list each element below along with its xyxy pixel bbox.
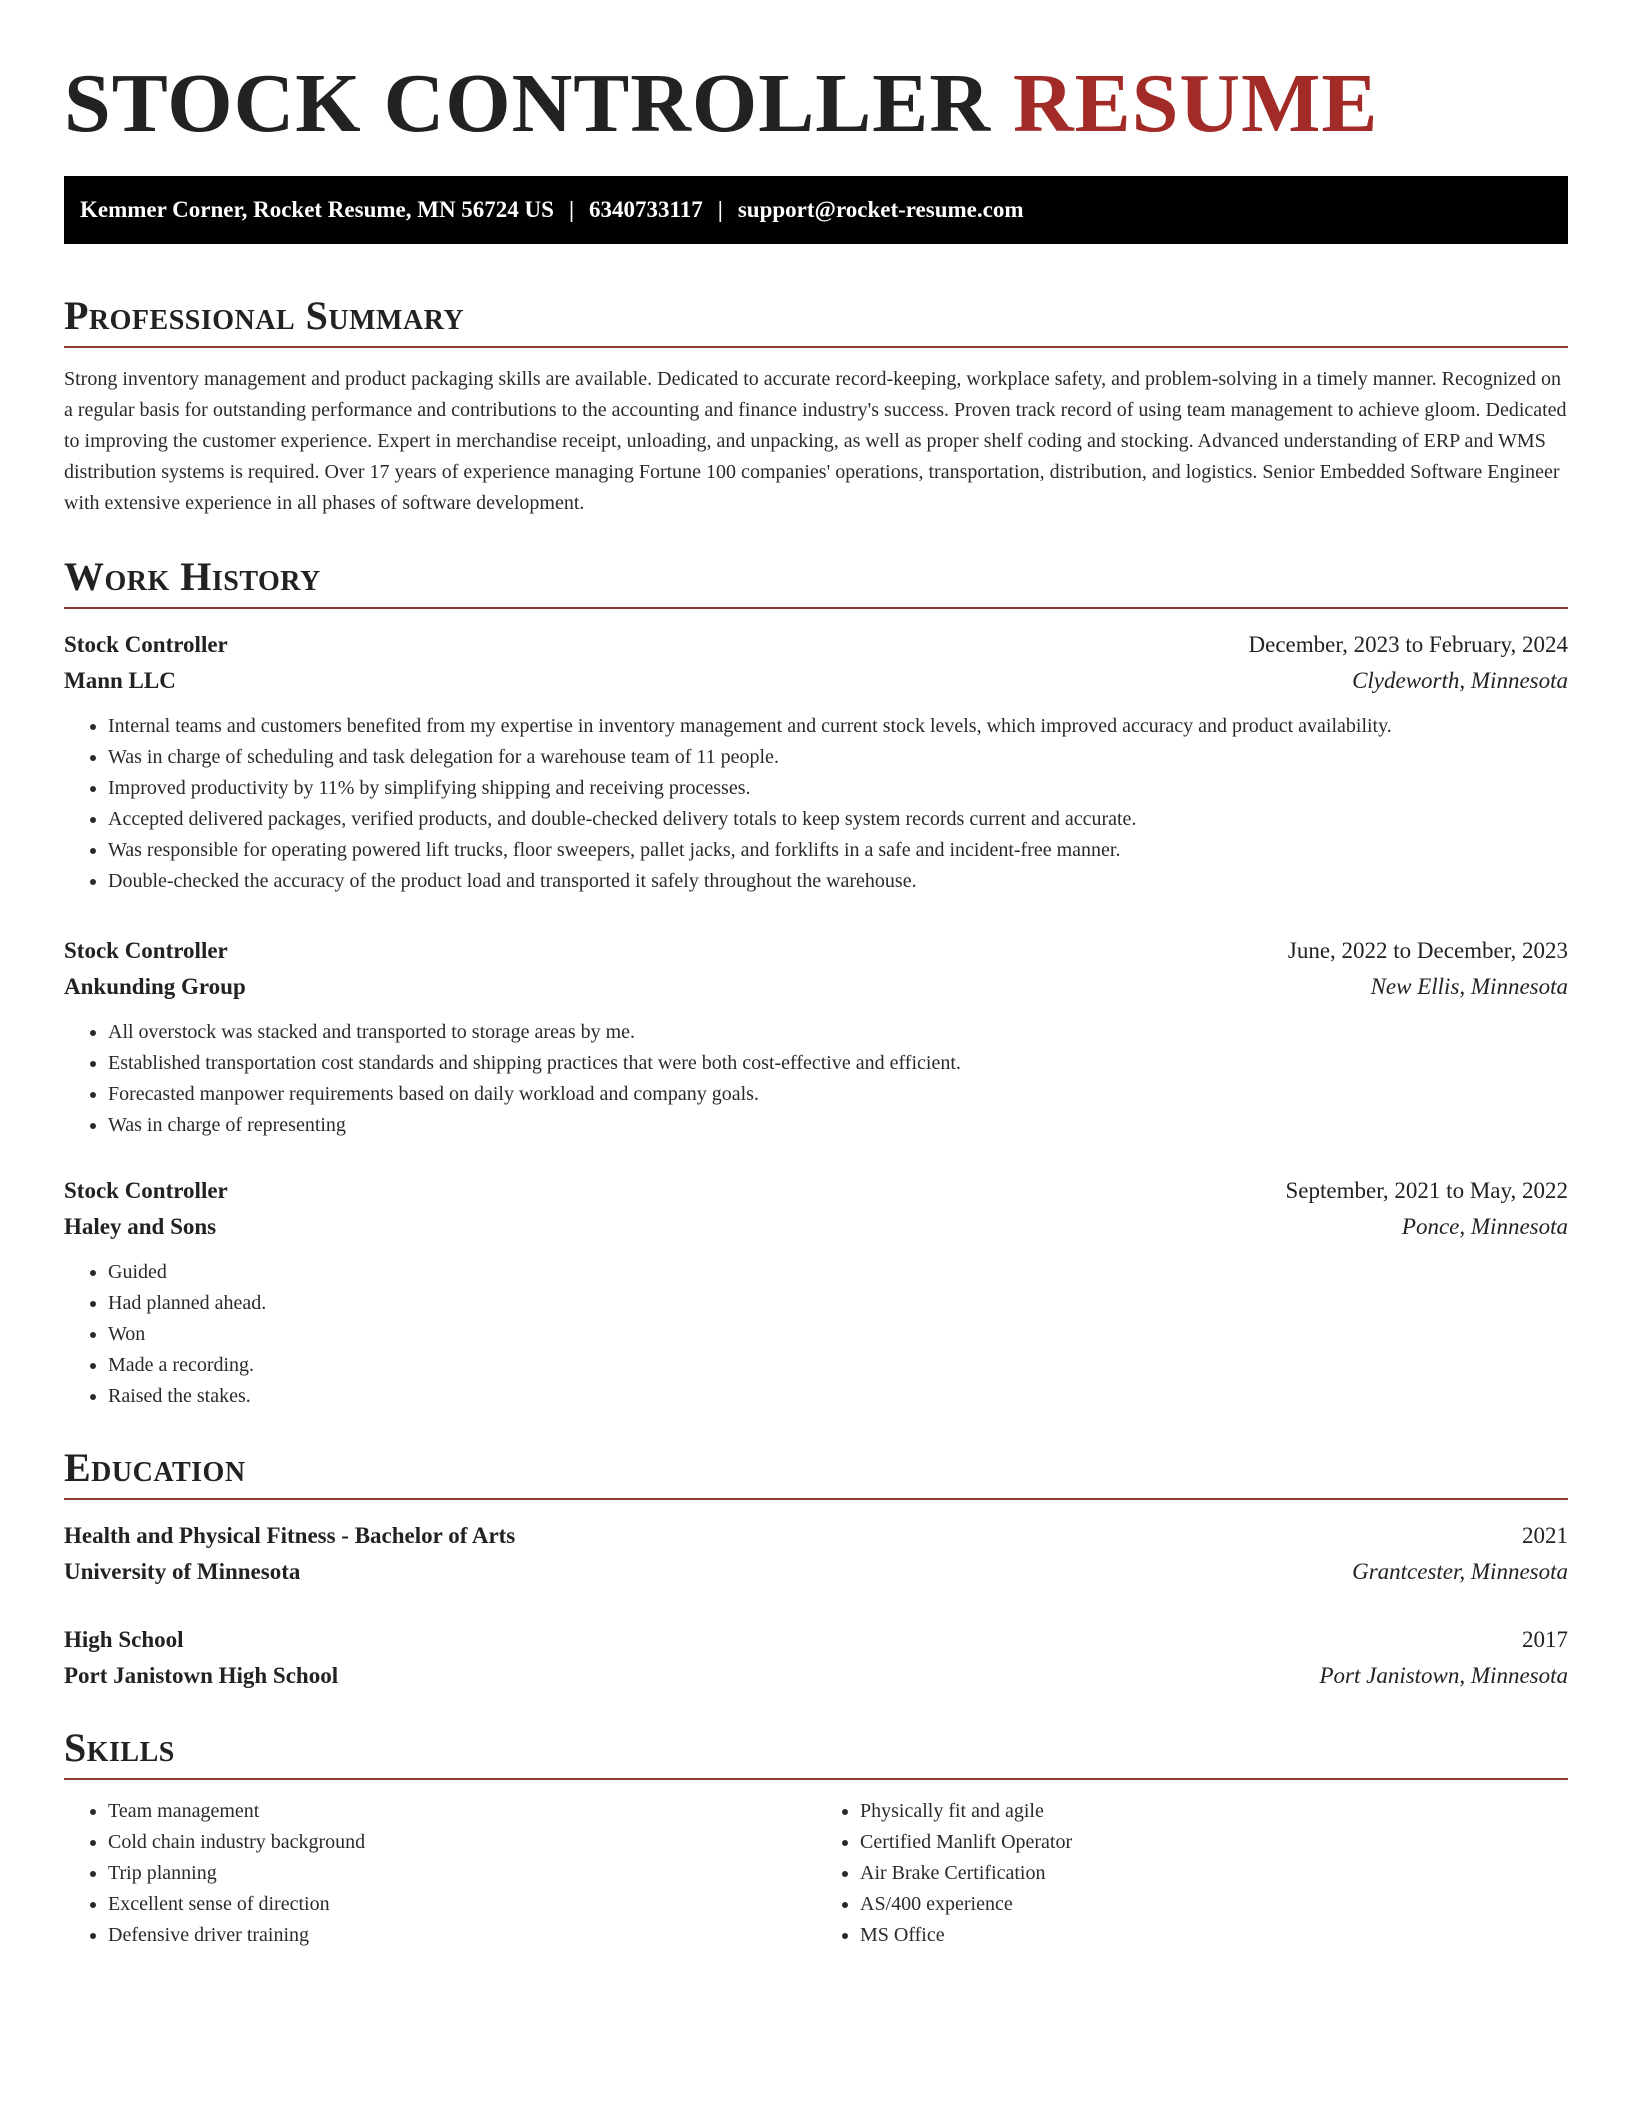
list-item: • Forecasted manpower requirements based on daily workload and company goals.	[108, 1079, 1568, 1110]
job-bullets	[64, 1017, 1568, 1141]
list-item: • Established transportation cost standards and shipping practices that were both cost-effective and efficient.	[108, 1048, 1568, 1079]
contact-address: Kemmer Corner, Rocket Resume, MN 56724 US	[80, 197, 554, 222]
skills-list-right	[816, 1796, 1568, 1951]
education-school-row	[64, 1554, 1568, 1590]
job-company: Mann LLC	[64, 668, 176, 693]
job-title: Stock Controller	[64, 632, 228, 657]
education-degree-row	[64, 1622, 1568, 1658]
list-item: • Physically fit and agile	[860, 1796, 1568, 1827]
education-location: Port Janistown, Minnesota	[1319, 1663, 1568, 1688]
job-dates: December, 2023 to February, 2024	[1248, 632, 1568, 657]
list-item: • Team management	[108, 1796, 816, 1827]
education-location: Grantcester, Minnesota	[1352, 1559, 1568, 1584]
job-title: Stock Controller	[64, 1178, 228, 1203]
job-company: Ankunding Group	[64, 974, 246, 999]
contact-bar	[64, 176, 1568, 244]
list-item: • MS Office	[860, 1920, 1568, 1951]
title-accent: RESUME	[1013, 57, 1379, 150]
title-main: STOCK CONTROLLER	[64, 57, 991, 150]
education-school: Port Janistown High School	[64, 1663, 339, 1688]
list-item: • Improved productivity by 11% by simplifying shipping and receiving processes.	[108, 773, 1568, 804]
summary-text: Strong inventory management and product packaging skills are available. Dedicated to accurate record-keeping, workplace safety, and problem-solving in a timely manner. Recognized on a regular basis for outstanding performance and contributions to the accounting and finance industry's success. Proven track record of using team management to achieve gloom. Dedicated to improving the customer experience. Expert in merchandise receipt, unloading, and unpacking, as well as proper shelf coding and stocking. Advanced understanding of ERP and WMS distribution systems is required. Over 17 years of experience managing Fortune 100 companies' operations, transportation, distribution, and logistics. Senior Embedded Software Engineer with extensive experience in all phases of software development.	[64, 368, 1567, 514]
list-item: • Guided	[108, 1257, 1568, 1288]
job-company: Haley and Sons	[64, 1214, 217, 1239]
contact-separator: |	[568, 197, 575, 222]
list-item: • Was responsible for operating powered lift trucks, floor sweepers, pallet jacks, and forklifts in a safe and incident-free manner.	[108, 835, 1568, 866]
job-header-row	[64, 627, 1568, 663]
list-item: • Double-checked the accuracy of the product load and transported it safely throughout the warehouse.	[108, 866, 1568, 897]
list-item: • Excellent sense of direction	[108, 1889, 816, 1920]
list-item: • Air Brake Certification	[860, 1858, 1568, 1889]
job-company-row	[64, 663, 1568, 699]
job-dates: September, 2021 to May, 2022	[1285, 1178, 1568, 1203]
list-item: • Raised the stakes.	[108, 1381, 1568, 1412]
list-item: • Internal teams and customers benefited from my expertise in inventory management and current stock levels, which improved accuracy and product availability.	[108, 711, 1568, 742]
skills-heading: Skills	[64, 1718, 1568, 1780]
education-school: University of Minnesota	[64, 1559, 301, 1584]
education-degree: Health and Physical Fitness - Bachelor of Arts	[64, 1523, 516, 1548]
contact-phone: 6340733117	[589, 197, 703, 222]
list-item: • Accepted delivered packages, verified products, and double-checked delivery totals to keep system records current and accurate.	[108, 804, 1568, 835]
job-location: Ponce, Minnesota	[1401, 1214, 1568, 1239]
job-header-row	[64, 933, 1568, 969]
skills-list-left	[64, 1796, 816, 1951]
list-item: • Trip planning	[108, 1858, 816, 1889]
summary-heading: Professional Summary	[64, 286, 1568, 348]
list-item: • Made a recording.	[108, 1350, 1568, 1381]
list-item: • All overstock was stacked and transported to storage areas by me.	[108, 1017, 1568, 1048]
work-history-heading: Work History	[64, 547, 1568, 609]
list-item: • Was in charge of representing	[108, 1110, 1568, 1141]
resume-title	[64, 0, 1568, 156]
education-degree-row	[64, 1518, 1568, 1554]
job-company-row	[64, 969, 1568, 1005]
job-bullets	[64, 1257, 1568, 1412]
job-title: Stock Controller	[64, 938, 228, 963]
contact-email: support@rocket-resume.com	[737, 197, 1024, 222]
education-year: 2017	[1522, 1627, 1568, 1652]
job-location: Clydeworth, Minnesota	[1352, 668, 1568, 693]
education-entry-1	[64, 1518, 1568, 1590]
list-item: • Cold chain industry background	[108, 1827, 816, 1858]
job-entry-2	[64, 933, 1568, 1141]
list-item: • Had planned ahead.	[108, 1288, 1568, 1319]
education-school-row	[64, 1658, 1568, 1694]
list-item: • Defensive driver training	[108, 1920, 816, 1951]
list-item: • Won	[108, 1319, 1568, 1350]
skills-columns	[64, 1796, 1568, 1951]
job-entry-1	[64, 627, 1568, 897]
contact-separator: |	[717, 197, 723, 222]
list-item: • Was in charge of scheduling and task delegation for a warehouse team of 11 people.	[108, 742, 1568, 773]
list-item: • Certified Manlift Operator	[860, 1827, 1568, 1858]
job-entry-3	[64, 1173, 1568, 1412]
job-location: New Ellis, Minnesota	[1370, 974, 1568, 999]
job-company-row	[64, 1209, 1568, 1245]
job-header-row	[64, 1173, 1568, 1209]
education-entry-2	[64, 1622, 1568, 1694]
education-heading: Education	[64, 1438, 1568, 1500]
education-degree: High School	[64, 1627, 184, 1652]
education-year: 2021	[1522, 1523, 1568, 1548]
list-item: • AS/400 experience	[860, 1889, 1568, 1920]
job-bullets	[64, 711, 1568, 897]
job-dates: June, 2022 to December, 2023	[1287, 938, 1568, 963]
